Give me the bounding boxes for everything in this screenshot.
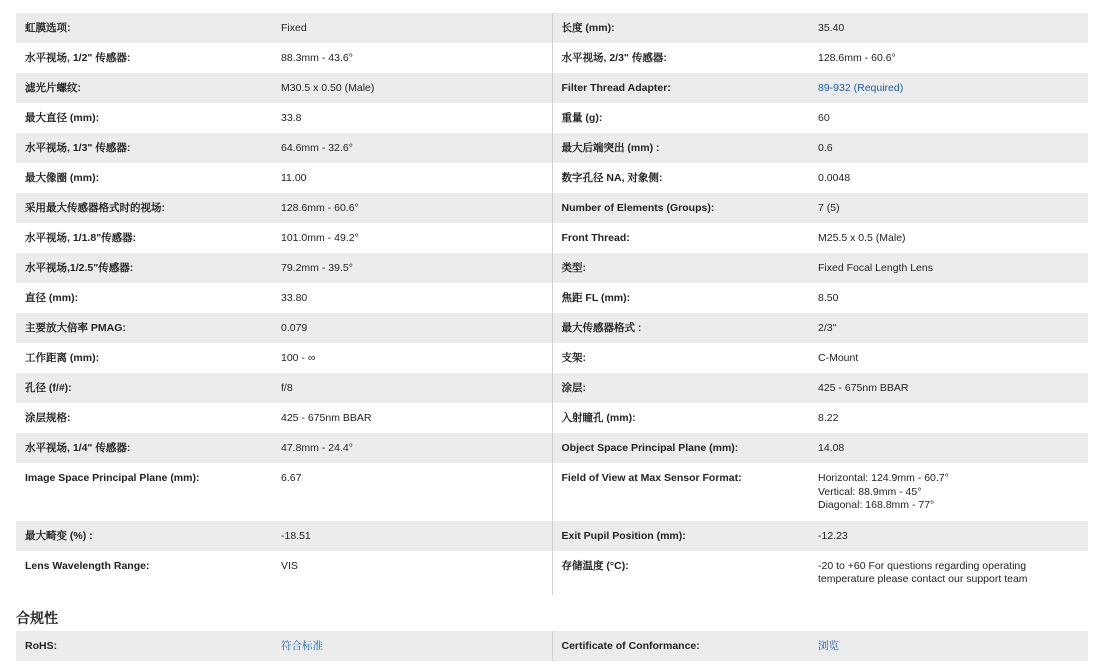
- spec-value: 7 (5): [818, 202, 840, 214]
- spec-value: -18.51: [281, 529, 311, 542]
- spec-value: 425 - 675nm BBAR: [281, 412, 372, 424]
- spec-label: 最大后端突出 (mm) :: [552, 133, 818, 163]
- spec-row: [16, 373, 1088, 403]
- spec-value: 0.0048: [818, 172, 851, 184]
- spec-value: 6.67: [281, 472, 302, 484]
- spec-row: [16, 313, 1088, 343]
- spec-value: 0.6: [818, 142, 833, 154]
- spec-label: 类型:: [552, 253, 818, 283]
- fov-vertical: Vertical: 88.9mm - 45°: [818, 485, 922, 498]
- spec-value: 64.6mm - 32.6°: [281, 142, 353, 154]
- spec-label: 孔径 (f/#):: [25, 382, 72, 394]
- spec-row: [16, 463, 1088, 521]
- spec-value: 14.08: [818, 442, 845, 454]
- spec-row: [16, 43, 1088, 73]
- spec-value: [818, 463, 1088, 521]
- spec-value: VIS: [281, 559, 298, 572]
- spec-label: 工作距离 (mm):: [25, 352, 100, 364]
- spec-label: Filter Thread Adapter:: [552, 73, 818, 103]
- spec-row: [16, 253, 1088, 283]
- spec-label: Front Thread:: [552, 223, 818, 253]
- spec-label: 水平视场,1/2.5"传感器:: [25, 262, 134, 274]
- spec-value: 11.00: [281, 172, 307, 184]
- spec-value: Fixed: [281, 22, 307, 34]
- spec-value: 33.8: [281, 112, 302, 124]
- spec-label: 最大直径 (mm):: [25, 112, 100, 124]
- spec-label: 最大畸变 (%) :: [25, 529, 93, 542]
- spec-row: [16, 163, 1088, 193]
- spec-row: [16, 193, 1088, 223]
- filter-thread-adapter-link[interactable]: 89-932 (Required): [818, 82, 904, 94]
- coc-view-link[interactable]: 浏览: [818, 640, 839, 652]
- spec-label: 重量 (g):: [552, 103, 818, 133]
- spec-value: 88.3mm - 43.6°: [281, 52, 353, 64]
- storage-temp-line-1: -20 to +60 For questions regarding operating: [818, 559, 1027, 572]
- spec-value: 425 - 675nm BBAR: [818, 382, 909, 394]
- spec-label: 虹膜选项:: [25, 22, 71, 34]
- spec-value: 60: [818, 112, 830, 124]
- spec-label: Lens Wavelength Range:: [25, 559, 150, 572]
- spec-value: 128.6mm - 60.6°: [818, 52, 896, 64]
- spec-label: 存储温度 (°C):: [552, 551, 818, 595]
- spec-label: 最大像圈 (mm):: [25, 172, 100, 184]
- spec-label: Field of View at Max Sensor Format:: [552, 463, 818, 521]
- rohs-compliant-link[interactable]: 符合标准: [281, 640, 323, 652]
- spec-value: 79.2mm - 39.5°: [281, 262, 353, 274]
- spec-row: [16, 103, 1088, 133]
- spec-label: 数字孔径 NA, 对象侧:: [552, 163, 818, 193]
- spec-label: Object Space Principal Plane (mm):: [552, 433, 818, 463]
- spec-row: [16, 13, 1088, 43]
- compliance-section-title: 合规性: [16, 610, 58, 626]
- spec-row: [16, 343, 1088, 373]
- spec-label: Exit Pupil Position (mm):: [552, 521, 818, 551]
- storage-temp-line-2: temperature please contact our support team: [818, 573, 1028, 585]
- spec-label: 直径 (mm):: [25, 292, 79, 304]
- spec-row: [16, 521, 1088, 551]
- spec-row: [16, 433, 1088, 463]
- spec-label: 入射瞳孔 (mm):: [552, 403, 818, 433]
- spec-value: 128.6mm - 60.6°: [281, 202, 359, 214]
- spec-label: 水平视场, 2/3" 传感器:: [552, 43, 818, 73]
- specifications-table: [16, 13, 1088, 595]
- spec-row: [16, 551, 1088, 595]
- spec-row: [16, 223, 1088, 253]
- spec-label: 主要放大倍率 PMAG:: [25, 322, 126, 334]
- spec-value: 33.80: [281, 292, 308, 304]
- spec-label: Number of Elements (Groups):: [552, 193, 818, 223]
- rohs-label: RoHS:: [25, 640, 58, 652]
- spec-label: 采用最大传感器格式时的视场:: [25, 202, 165, 214]
- spec-value: 8.50: [818, 292, 839, 304]
- spec-value: 100 - ∞: [281, 352, 316, 364]
- spec-label: 滤光片螺纹:: [25, 82, 81, 94]
- compliance-row: [16, 631, 1088, 661]
- spec-label: 长度 (mm):: [552, 13, 818, 43]
- spec-label: 水平视场, 1/3" 传感器:: [25, 142, 131, 154]
- spec-row: [16, 73, 1088, 103]
- spec-value: 35.40: [818, 22, 845, 34]
- spec-value: Fixed Focal Length Lens: [818, 262, 933, 274]
- spec-value: [818, 551, 1088, 595]
- spec-value: 47.8mm - 24.4°: [281, 442, 353, 454]
- spec-value: 0.079: [281, 322, 308, 334]
- spec-label: 最大传感器格式 :: [552, 313, 818, 343]
- spec-label: 支架:: [552, 343, 818, 373]
- spec-value: M25.5 x 0.5 (Male): [818, 232, 906, 244]
- spec-row: [16, 283, 1088, 313]
- spec-value: M30.5 x 0.50 (Male): [281, 82, 375, 94]
- spec-value: 101.0mm - 49.2°: [281, 232, 359, 244]
- spec-label: 焦距 FL (mm):: [552, 283, 818, 313]
- spec-row: [16, 133, 1088, 163]
- coc-label: Certificate of Conformance:: [552, 631, 818, 661]
- spec-row: [16, 403, 1088, 433]
- fov-horizontal: Horizontal: 124.9mm - 60.7°: [818, 472, 949, 484]
- spec-value: f/8: [281, 382, 293, 394]
- spec-value: 8.22: [818, 412, 839, 424]
- spec-label: Image Space Principal Plane (mm):: [25, 472, 200, 484]
- spec-label: 涂层规格:: [25, 412, 71, 424]
- spec-value: -12.23: [818, 529, 848, 542]
- spec-label: 水平视场, 1/2" 传感器:: [25, 52, 131, 64]
- spec-label: 涂层:: [552, 373, 818, 403]
- spec-value: 2/3": [818, 322, 837, 334]
- fov-diagonal: Diagonal: 168.8mm - 77°: [818, 499, 935, 511]
- compliance-table: [16, 631, 1088, 661]
- spec-label: 水平视场, 1/1.8"传感器:: [25, 232, 137, 244]
- spec-label: 水平视场, 1/4" 传感器:: [25, 442, 131, 454]
- spec-value: C-Mount: [818, 352, 859, 364]
